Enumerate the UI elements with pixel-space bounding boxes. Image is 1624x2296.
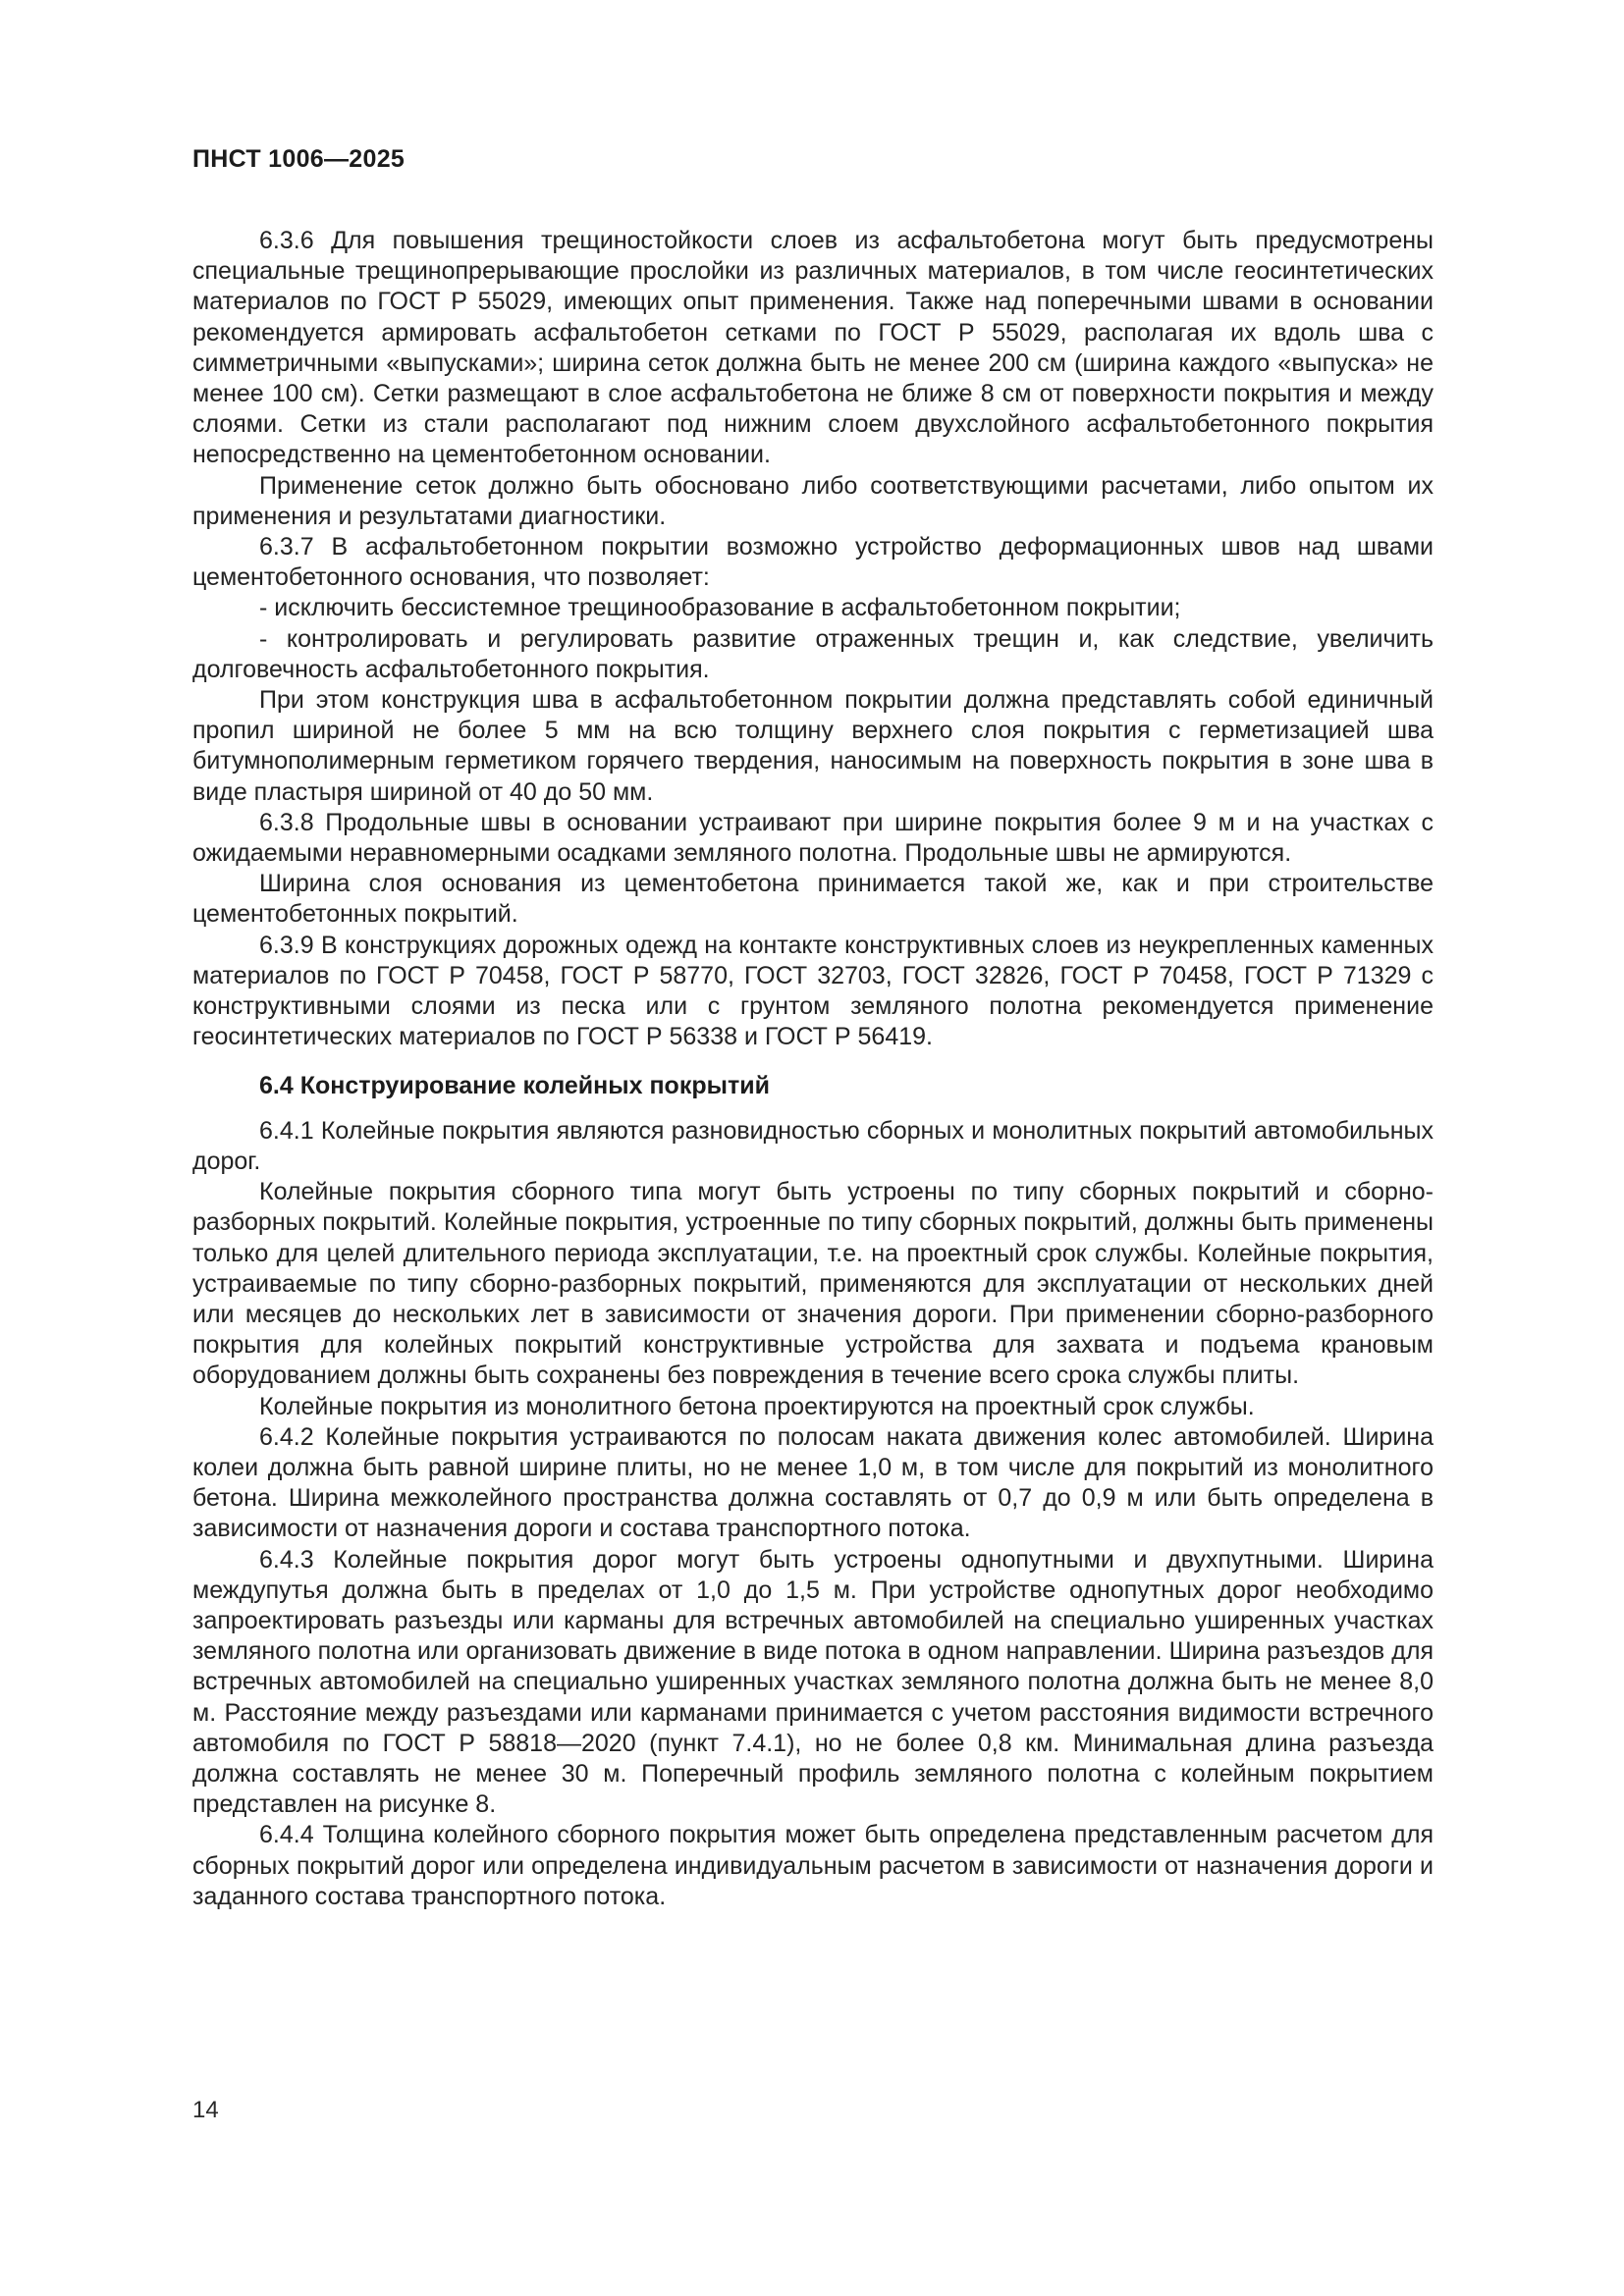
section-heading-6-4: 6.4 Конструирование колейных покрытий bbox=[259, 1072, 770, 1100]
paragraph-mesh-justification: Применение сеток должно быть обосновано либо соответствующими расчетами, либо опытом их применения и результатами диагностики. bbox=[192, 471, 1434, 530]
paragraph-6-4-1: 6.4.1 Колейные покрытия являются разновидностью сборных и монолитных покрытий автомобильных дорог. bbox=[192, 1116, 1434, 1175]
paragraph-joint-construction: При этом конструкция шва в асфальтобетонном покрытии должна представлять собой единичный пропил шириной не более 5 мм на всю толщину верхнего слоя покрытия с герметизацией шва битумнополимерным герметиком горячего твердения, наносимым на поверхность покрытия в зоне шва в виде пластыря шириной от 40 до 50 мм. bbox=[192, 686, 1434, 806]
list-item: - исключить бессистемное трещинообразование в асфальтобетонном покрытии; bbox=[259, 594, 1181, 622]
page-number: 14 bbox=[192, 2097, 219, 2123]
document-header: ПНСТ 1006—2025 bbox=[192, 145, 406, 173]
paragraph-6-3-9: 6.3.9 В конструкциях дорожных одежд на контакте конструктивных слоев из неукрепленных каменных материалов по ГОСТ Р 70458, ГОСТ Р 58770, ГОСТ 32703, ГОСТ 32826, ГОСТ Р 70458, ГОСТ Р 71329 с конструктивными слоями из песка или с грунтом земляного полотна рекомендуется применение геосинтетических материалов по ГОСТ Р 56338 и ГОСТ Р 56419. bbox=[192, 931, 1434, 1051]
paragraph-6-4-2: 6.4.2 Колейные покрытия устраиваются по полосам наката движения колес автомобилей. Ширина колеи должна быть равной ширине плиты, но не менее 1,0 м, в том числе для покрытий из монолитного бетона. Ширина межколейного пространства должна составлять от 0,7 до 0,9 м или быть определена в зависимости от назначения дороги и состава транспортного потока. bbox=[192, 1422, 1434, 1543]
paragraph-6-3-6: 6.3.6 Для повышения трещиностойкости слоев из асфальтобетона могут быть предусмотрены специальные трещинопрерывающие прослойки из различных материалов, в том числе геосинтетических материалов по ГОСТ Р 55029, имеющих опыт применения. Также над поперечными швами в основании рекомендуется армировать асфальтобетон сетками по ГОСТ Р 55029, располагая их вдоль шва с симметричными «выпусками»; ширина сеток должна быть не менее 200 см (ширина каждого «выпуска» не менее 100 см). Сетки размещают в слое асфальтобетона не ближе 8 см от поверхности покрытия и между слоями. Сетки из стали располагают под нижним слоем двухслойного асфальтобетонного покрытия непосредственно на цементобетонном основании. bbox=[192, 227, 1434, 469]
document-body bbox=[192, 226, 1434, 1912]
paragraph-base-width: Ширина слоя основания из цементобетона принимается такой же, как и при строительстве цементобетонных покрытий. bbox=[192, 870, 1434, 929]
paragraph-6-4-4: 6.4.4 Толщина колейного сборного покрытия может быть определена представленным расчетом для сборных покрытий дорог или определена индивидуальным расчетом в зависимости от назначения дороги и заданного состава транспортного потока. bbox=[192, 1821, 1434, 1910]
list-item: - контролировать и регулировать развитие отраженных трещин и, как следствие, увеличить долговечность асфальтобетонного покрытия. bbox=[192, 624, 1434, 683]
paragraph-monolithic-track: Колейные покрытия из монолитного бетона проектируются на проектный срок службы. bbox=[259, 1392, 1255, 1420]
paragraph-prefab-track: Колейные покрытия сборного типа могут быть устроены по типу сборных покрытий и сборно-разборных покрытий. Колейные покрытия, устроенные по типу сборных покрытий, должны быть применены только для целей длительного периода эксплуатации, т.е. на проектный срок службы. Колейные покрытия, устраиваемые по типу сборно-разборных покрытий, применяются для эксплуатации от нескольких дней или месяцев до нескольких лет в зависимости от значения дороги. При применении сборно-разборного покрытия для колейных покрытий конструктивные устройства для захвата и подъема крановым оборудованием должны быть сохранены без повреждения в течение всего срока службы плиты. bbox=[192, 1178, 1434, 1390]
paragraph-6-3-7: 6.3.7 В асфальтобетонном покрытии возможно устройство деформационных швов над швами цементобетонного основания, что позволяет: bbox=[192, 533, 1434, 592]
paragraph-6-3-8: 6.3.8 Продольные швы в основании устраивают при ширине покрытия более 9 м и на участках с ожидаемыми неравномерными осадками земляного полотна. Продольные швы не армируются. bbox=[192, 808, 1434, 868]
paragraph-6-4-3: 6.4.3 Колейные покрытия дорог могут быть устроены однопутными и двухпутными. Ширина междупутья должна быть в пределах от 1,0 до 1,5 м. При устройстве однопутных дорог необходимо запроектировать разъезды или карманы для встречных автомобилей на специально уширенных участках земляного полотна или организовать движение в виде потока в одном направлении. Ширина разъездов для встречных автомобилей на специально уширенных участках земляного полотна должна быть не менее 8,0 м. Расстояние между разъездами или карманами принимается с учетом расстояния видимости встречного автомобиля по ГОСТ Р 58818—2020 (пункт 7.4.1), но не более 0,8 км. Минимальная длина разъезда должна составлять не менее 30 м. Поперечный профиль земляного полотна с колейным покрытием представлен на рисунке 8. bbox=[192, 1545, 1434, 1819]
